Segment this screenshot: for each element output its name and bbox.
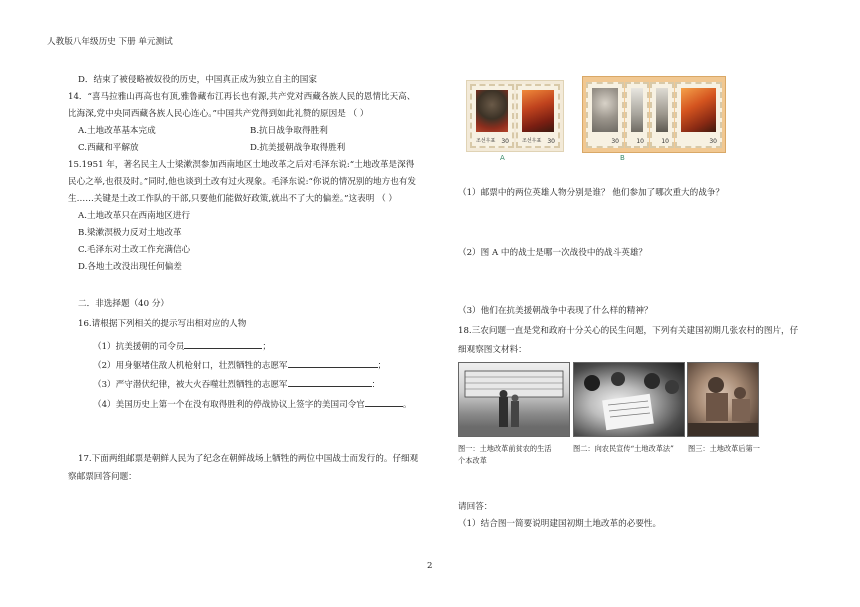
q17-sub3: （3）他们在抗美援朝战争中表现了什么样的精神？ (458, 306, 653, 316)
stamp-value: 10 (661, 138, 669, 145)
monument-image (631, 88, 643, 132)
portrait-image (592, 88, 618, 132)
q15-option-a: A.土地改革只在西南地区进行 (78, 211, 191, 221)
q17-stem-line2: 察邮票回答问题： (68, 472, 137, 482)
q18-stem-line1: 18.三农问题一直是党和政府十分关心的民生问题，下列有关建国初期几张农村的图片，仔 (458, 326, 799, 336)
photo-1 (458, 362, 570, 437)
q15-option-b: B.梁漱溟极力反对土地改革 (78, 228, 182, 238)
farmer-illustration (688, 363, 758, 436)
photo-2 (573, 362, 685, 437)
q17-sub1: （1）邮票中的两位英雄人物分别是谁？ 他们参加了哪次重大的战争？ (458, 188, 725, 198)
answer-blank-4[interactable] (365, 397, 403, 407)
q16-item-3 (93, 377, 380, 391)
stamp-country: 조선우표 (522, 138, 542, 144)
farm-scene-illustration (459, 363, 569, 436)
stamp-a1 (470, 84, 514, 148)
q17-stem-line1: 17.下面两组邮票是朝鲜人民为了纪念在朝鲜战场上牺牲的两位中国战士而发行的。仔细观 (78, 454, 419, 464)
q15-stem-line2: 民心之举,也很及时。”同时,他也谈到土改有过火现象。毛泽东说:“你说的情况别的地方也有发 (68, 177, 417, 187)
section-heading: 二．非选择题（40 分） (78, 299, 170, 309)
statue-image (656, 88, 668, 132)
stamp-b1 (586, 82, 624, 148)
q16-item-1 (93, 339, 271, 353)
semicolon: ； (262, 342, 272, 352)
photo-caption-3: 图三：土地改革后第一 (688, 444, 760, 453)
q14-option-d: D.抗美援朝战争取得胜利 (250, 143, 346, 153)
photo-caption-2: 图二：向农民宣传“土地改革法” (573, 444, 674, 453)
q16-item-2 (93, 358, 386, 372)
q16-stem: 16.请根据下列相关的提示写出相对应的人物 (78, 319, 247, 329)
q16-item-4 (93, 397, 412, 411)
answer-blank-2[interactable] (288, 358, 378, 368)
stamp-b3 (650, 82, 674, 148)
q18-stem-line2: 细观察图文材料： (458, 345, 527, 355)
photo-caption-1: 图一：土地改革前贫农的生活 (458, 444, 552, 453)
stamp-value: 30 (501, 138, 509, 145)
q18-sub1: （1）结合图一简要说明建国初期土地改革的必要性。 (458, 519, 662, 529)
q14-option-c: C.西藏和平解放 (78, 143, 139, 153)
stamp-country: 조선우표 (476, 138, 496, 144)
q16-item-1-text: （1）抗美援朝的司令员 (93, 342, 185, 352)
answer-blank-3[interactable] (288, 377, 372, 387)
q16-item-2-text: （2）用身躯堵住敌人机枪射口，壮烈牺牲的志愿军 (93, 361, 288, 371)
page-header: 人教版八年级历史 下册 单元测试 (47, 37, 173, 47)
q14-stem-line1: 14．“喜马拉雅山再高也有顶,雅鲁藏布江再长也有源,共产党对西藏各族人民的恩情比天高、 (68, 92, 416, 102)
please-answer: 请回答： (458, 502, 493, 512)
stamp-value: 30 (611, 138, 619, 145)
q15-option-d: D.各地土改没出现任何偏差 (78, 262, 182, 272)
stamp-label-b: B (620, 154, 625, 162)
portrait-image (476, 90, 508, 132)
photo-caption-1-cont: 个本改革 (458, 456, 487, 465)
stamp-value: 30 (547, 138, 555, 145)
photo-3 (687, 362, 759, 437)
q14-option-a: A.土地改革基本完成 (78, 126, 156, 136)
stamp-group-b (582, 76, 726, 153)
colon: ： (371, 380, 381, 390)
answer-blank-1[interactable] (184, 339, 262, 349)
stamp-value: 10 (636, 138, 644, 145)
battle-scene-image (681, 88, 716, 132)
q14-option-b: B.抗日战争取得胜利 (250, 126, 328, 136)
battle-scene-image (522, 90, 554, 132)
stamp-group-a (466, 80, 564, 152)
stamp-a2 (516, 84, 560, 148)
stamp-label-a: A (500, 154, 505, 162)
q16-item-4-text: （4）美国历史上第一个在没有取得胜利的停战协议上签字的美国司令官 (93, 400, 365, 410)
q14-stem-line2: 比海深,党中央同西藏各族人民心连心。”中国共产党得到如此礼赞的原因是 （ ） (68, 109, 369, 119)
crowd-illustration (574, 363, 684, 436)
q15-stem-line1: 15.1951 年，著名民主人士梁漱溟参加西南地区土地改革之后对毛泽东说:“土地改革是深得 (68, 160, 415, 170)
page-number: 2 (427, 561, 433, 571)
q16-item-3-text: （3）严守潜伏纪律，被大火吞噬壮烈牺牲的志愿军 (93, 380, 288, 390)
semicolon: ； (377, 361, 387, 371)
q15-option-c: C.毛泽东对土改工作充满信心 (78, 245, 191, 255)
stamp-b4 (675, 82, 722, 148)
q17-sub2: （2）图 A 中的战士是哪一次战役中的战斗英雄？ (458, 248, 648, 258)
q13-option-d: D．结束了被侵略被奴役的历史，中国真正成为独立自主的国家 (78, 75, 317, 85)
stamp-value: 30 (709, 138, 717, 145)
stamp-b2 (625, 82, 649, 148)
q15-stem-line3: 生……关键是土改工作队的干部,只要他们能做好政策,就出不了大的偏差。”这表明 （ ） (68, 194, 397, 204)
period: 。 (402, 400, 412, 410)
